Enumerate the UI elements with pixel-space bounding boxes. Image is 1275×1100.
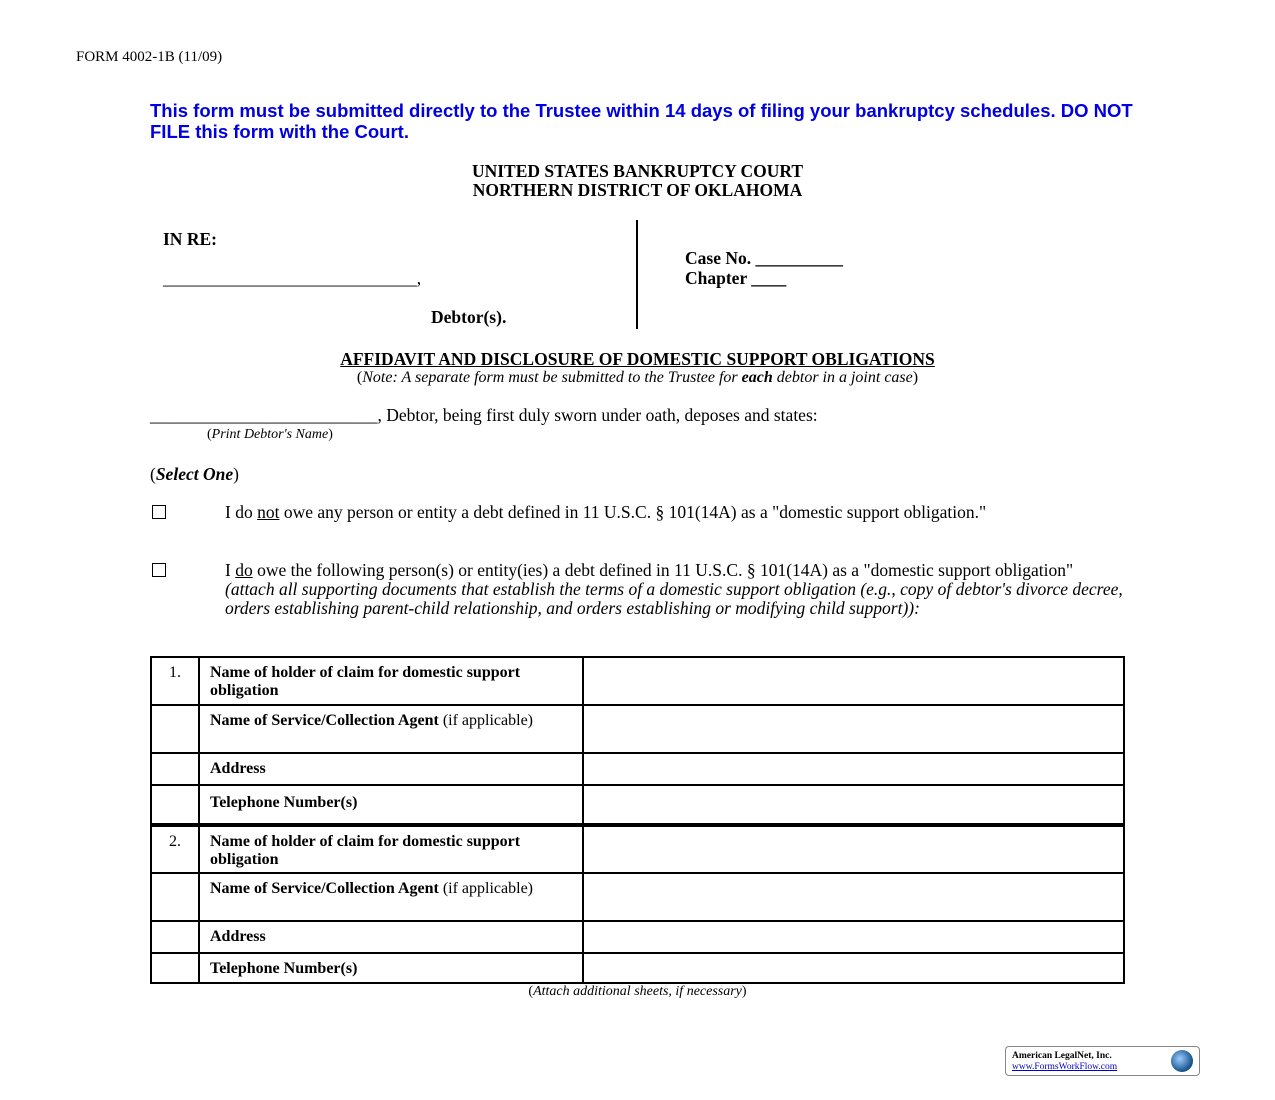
holder-input[interactable] (583, 825, 1124, 873)
publisher-name: American LegalNet, Inc. (1012, 1051, 1112, 1061)
phone-input[interactable] (583, 953, 1124, 983)
submission-notice: This form must be submitted directly to the Trustee within 14 days of filing your bankruptcy schedules. DO NOT FILE this form with the Court. (150, 100, 1133, 142)
table-row: Name of Service/Collection Agent (if applicable) (151, 705, 1124, 753)
publisher-logo (1005, 1046, 1200, 1076)
table-row: 1. Name of holder of claim for domestic support obligation (151, 657, 1124, 705)
checkbox-icon[interactable] (152, 505, 166, 519)
option-owe-obligation[interactable]: I do owe the following person(s) or entity(ies) a debt defined in 11 U.S.C. § 101(14A) as a "domestic support obligation" (attach all supporting documents that establish the terms of a domestic support obligation (e.g., copy of debtor's divorce decree, orders establishing parent-child relationship, and orders establishing or modifying child support)): (150, 561, 1125, 618)
checkbox-icon[interactable] (152, 563, 166, 577)
print-name-hint: (Print Debtor's Name) (207, 427, 333, 442)
case-info (685, 248, 843, 288)
table-row: Address (151, 921, 1124, 953)
debtor-name-blank[interactable]: _____________________________, (163, 268, 422, 288)
oath-statement[interactable]: __________________________, Debtor, being first duly sworn under oath, deposes and states: (150, 405, 818, 425)
phone-input[interactable] (583, 785, 1124, 825)
globe-icon (1171, 1050, 1193, 1072)
form-id: FORM 4002-1B (11/09) (76, 49, 223, 65)
address-input[interactable] (583, 921, 1124, 953)
publisher-link[interactable]: www.FormsWorkFlow.com (1012, 1062, 1118, 1072)
joint-case-note: (Note: A separate form must be submitted to the Trustee for each debtor in a joint case) (356, 369, 919, 386)
attach-note: (Attach additional sheets, if necessary) (528, 984, 747, 999)
table-row: Telephone Number(s) (151, 785, 1124, 825)
document-title: AFFIDAVIT AND DISCLOSURE OF DOMESTIC SUPPORT OBLIGATIONS (340, 349, 935, 369)
table-row: Telephone Number(s) (151, 953, 1124, 983)
case-number-field[interactable]: Case No. __________ (685, 248, 843, 268)
holder-input[interactable] (583, 657, 1124, 705)
table-row: Name of Service/Collection Agent (if applicable) (151, 873, 1124, 921)
debtors-label: Debtor(s). (431, 307, 507, 327)
court-district: NORTHERN DISTRICT OF OKLAHOMA (472, 180, 803, 200)
obligations-table (150, 656, 1125, 984)
chapter-field[interactable]: Chapter ____ (685, 268, 787, 288)
table-row: Address (151, 753, 1124, 785)
court-heading (0, 162, 1275, 200)
court-name: UNITED STATES BANKRUPTCY COURT (471, 161, 804, 181)
agent-input[interactable] (583, 705, 1124, 753)
select-one-label: (Select One) (150, 464, 239, 484)
option-no-obligation[interactable]: I do not owe any person or entity a debt defined in 11 U.S.C. § 101(14A) as a "domestic support obligation." (150, 503, 1125, 522)
address-input[interactable] (583, 753, 1124, 785)
agent-input[interactable] (583, 873, 1124, 921)
caption-divider (636, 220, 638, 329)
table-row: 2. Name of holder of claim for domestic support obligation (151, 825, 1124, 873)
in-re-label: IN RE: (163, 229, 217, 249)
